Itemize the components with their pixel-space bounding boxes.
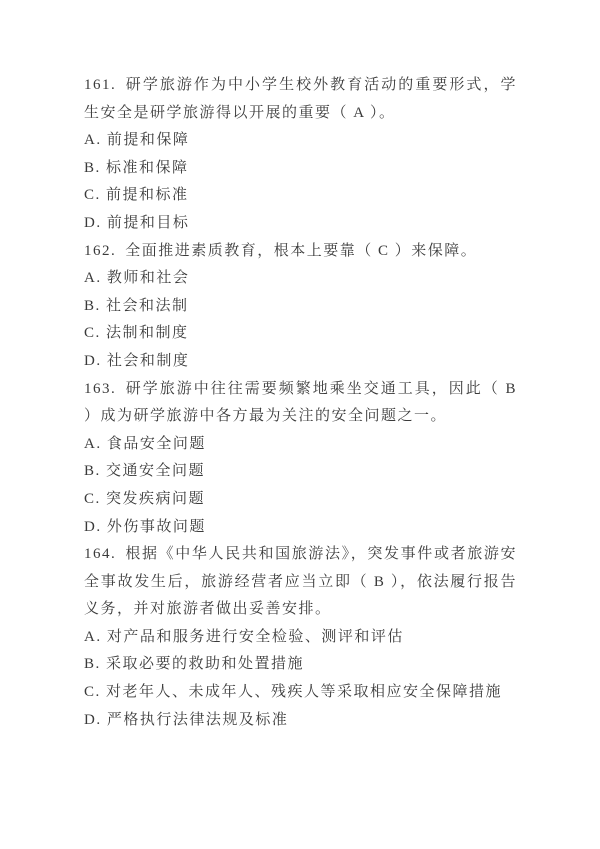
question-161 [84,72,517,238]
option-b: B. 交通安全问题 [84,463,206,480]
question-stem [84,541,517,624]
option-a: A. 前提和保障 [84,132,190,149]
option-d: D. 社会和制度 [84,352,190,369]
document-page [84,72,517,734]
option-b: B. 社会和法制 [84,297,189,314]
option-c: C. 前提和标准 [84,187,189,204]
option-a: A. 食品安全问题 [84,435,206,452]
question-stem [84,72,517,127]
option-c: C. 法制和制度 [84,325,189,342]
question-text: 研学旅游作为中小学生校外教育活动的重要形式，学生安全是研学旅游得以开展的重要（ A ）。 [84,77,517,121]
option-d: D. 严格执行法律法规及标准 [84,711,289,728]
option-d: D. 前提和目标 [84,214,190,231]
option-b: B. 采取必要的救助和处置措施 [84,656,305,673]
question-text: 研学旅游中往往需要频繁地乘坐交通工具，因此（ B ）成为研学旅游中各方最为关注的安全问题之一。 [84,380,517,425]
option-b: B. 标准和保障 [84,159,189,176]
question-text: 全面推进素质教育，根本上要靠（ C ）来保障。 [125,242,478,259]
option-c: C. 对老年人、未成年人、残疾人等采取相应安全保障措施 [84,684,503,701]
option-a: A. 教师和社会 [84,270,190,287]
question-text: 根据《中华人民共和国旅游法》，突发事件或者旅游安全事故发生后，旅游经营者应当立即（ B ），依法履行报告义务，并对旅游者做出妥善安排。 [84,546,517,618]
question-stem [84,238,517,266]
question-number: 163. [84,380,117,397]
option-a: A. 对产品和服务进行安全检验、测评和评估 [84,628,404,645]
question-number: 162. [84,242,117,259]
question-164 [84,541,517,734]
question-163 [84,376,517,542]
question-162 [84,238,517,376]
question-stem [84,376,517,431]
question-number: 164. [84,546,117,563]
option-c: C. 突发疾病问题 [84,490,206,507]
option-d: D. 外伤事故问题 [84,518,206,535]
question-number: 161. [84,77,117,93]
